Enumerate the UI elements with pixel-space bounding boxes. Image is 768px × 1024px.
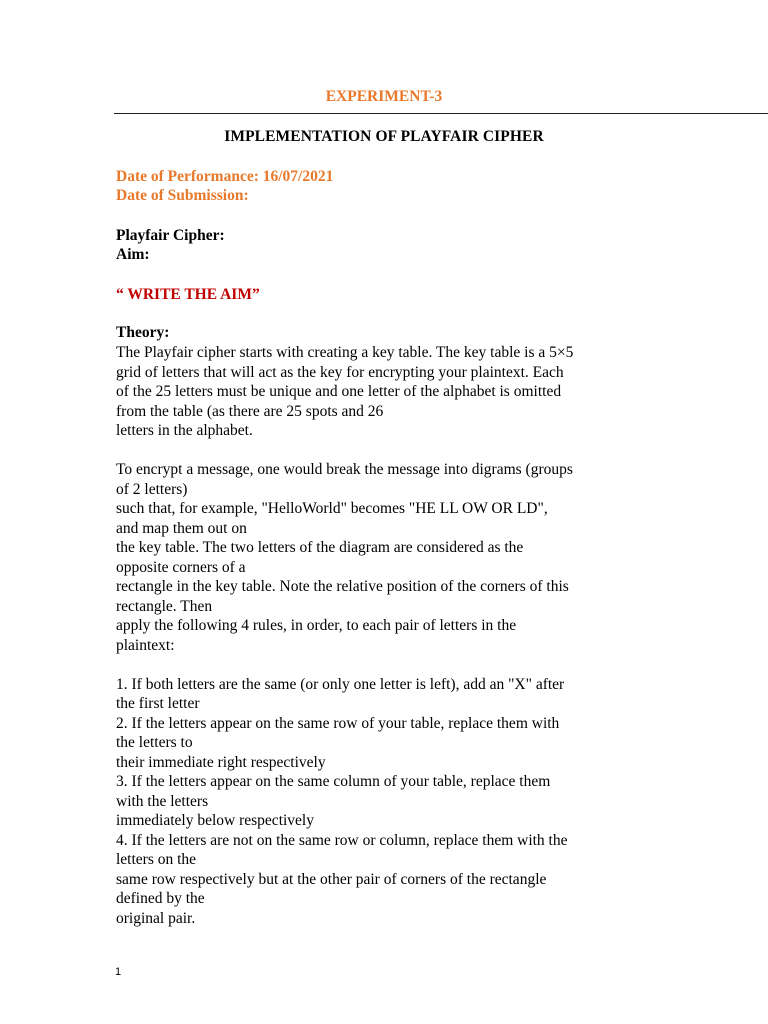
text-line: opposite corners of a <box>116 558 246 576</box>
rule-line: same row respectively but at the other pair of corners of the rectangle <box>116 870 547 888</box>
date-of-performance: Date of Performance: 16/07/2021 <box>116 168 334 185</box>
date-of-submission: Date of Submission: <box>116 187 249 204</box>
experiment-heading: EXPERIMENT-3 <box>325 88 443 105</box>
text-line: grid of letters that will act as the key for encrypting your plaintext. Each <box>116 363 564 381</box>
cipher-label: Playfair Cipher: <box>116 227 225 244</box>
rule-line: 2. If the letters appear on the same row of your table, replace them with <box>116 714 560 732</box>
rule-line: their immediate right respectively <box>116 753 326 771</box>
text-line: such that, for example, "HelloWorld" becomes "HE LL OW OR LD", <box>116 500 548 517</box>
text-line: of the 25 letters must be unique and one letter of the alphabet is omitted <box>116 383 562 400</box>
text-line: The Playfair cipher starts with creating a key table. The key table is a 5×5 <box>116 344 574 361</box>
rule-line: 3. If the letters appear on the same column of your table, replace them <box>116 773 551 790</box>
page-number: 1 <box>115 966 122 978</box>
rule-line: with the letters <box>116 792 209 810</box>
rule-line: 4. If the letters are not on the same row or column, replace them with the <box>116 831 568 849</box>
aim-placeholder: “ WRITE THE AIM” <box>116 286 260 303</box>
text-line: letters in the alphabet. <box>116 422 253 439</box>
page-title: IMPLEMENTATION OF PLAYFAIR CIPHER <box>224 128 544 145</box>
aim-label: Aim: <box>116 246 150 263</box>
rule-line: the letters to <box>116 734 193 751</box>
rule-line: 1. If both letters are the same (or only one letter is left), add an "X" after <box>116 675 565 693</box>
text-line: rectangle. Then <box>116 597 213 615</box>
text-line: from the table (as there are 25 spots and 26 <box>116 402 384 420</box>
text-line: of 2 letters) <box>116 480 188 498</box>
rule-line: immediately below respectively <box>116 812 314 829</box>
rule-line: defined by the <box>116 890 205 907</box>
text-line: and map them out on <box>116 519 247 537</box>
text-line: apply the following 4 rules, in order, to each pair of letters in the <box>116 617 517 634</box>
rule-line: original pair. <box>116 909 196 927</box>
text-line: the key table. The two letters of the diagram are considered as the <box>116 539 524 556</box>
text-line: To encrypt a message, one would break the message into digrams (groups <box>116 461 573 478</box>
rule-line: letters on the <box>116 851 197 868</box>
heading-divider <box>114 113 768 114</box>
text-line: rectangle in the key table. Note the relative position of the corners of this <box>116 578 569 595</box>
theory-heading: Theory: <box>116 324 170 341</box>
rule-line: the first letter <box>116 695 200 712</box>
theory-body <box>116 343 656 928</box>
text-line: plaintext: <box>116 636 175 654</box>
